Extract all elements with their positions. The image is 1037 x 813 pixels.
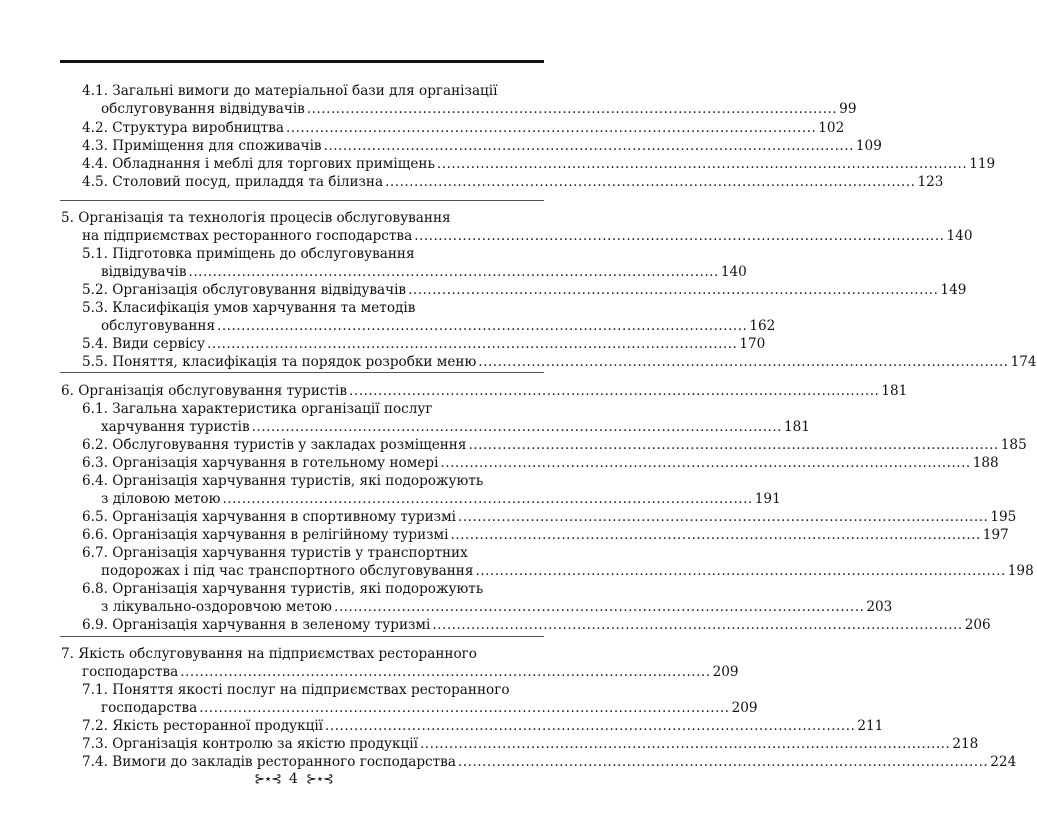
toc-entry-6-3[interactable] <box>82 454 999 472</box>
toc-entry-5-2[interactable] <box>82 281 967 299</box>
toc-entry-text: господарства <box>82 664 179 680</box>
toc-page-number: 188 <box>972 455 999 471</box>
toc-page-number: 198 <box>1007 563 1034 579</box>
toc-entry-text: 7.2. Якість ресторанної продукції <box>82 718 324 734</box>
leader-dots: .............................................................................................................. <box>251 419 782 435</box>
toc-entry-text: з лікувально-оздоровчою метою <box>101 599 333 615</box>
toc-chapter-7-cont[interactable] <box>82 663 739 681</box>
leader-dots: .............................................................................................................. <box>385 174 916 190</box>
toc-entry-7-1-cont[interactable] <box>101 699 758 717</box>
toc-entry-6-8-cont[interactable] <box>101 598 893 616</box>
toc-entry-7-1[interactable] <box>82 681 544 699</box>
leader-dots: .............................................................................................................. <box>408 282 939 298</box>
toc-entry-5-4[interactable] <box>82 335 766 353</box>
toc-page-number: 209 <box>712 664 739 680</box>
toc-page-number: 140 <box>946 228 973 244</box>
toc-entry-6-4[interactable] <box>82 472 544 490</box>
leader-dots: .............................................................................................................. <box>458 509 989 525</box>
toc-page-number: 170 <box>739 336 766 352</box>
toc-page-number: 119 <box>969 156 996 172</box>
leader-dots: .............................................................................................................. <box>222 491 753 507</box>
toc-chapter-5[interactable] <box>61 209 544 227</box>
leader-dots: .............................................................................................................. <box>468 437 999 453</box>
leader-dots: .............................................................................................................. <box>478 354 1009 370</box>
toc-entry-text: 4.1. Загальні вимоги до матеріальної бази для організації <box>82 83 498 99</box>
toc-entry-4-4[interactable] <box>82 155 996 173</box>
leader-dots: .............................................................................................................. <box>334 599 865 615</box>
toc-entry-text: 4.4. Обладнання і меблі для торгових приміщень <box>82 156 435 172</box>
leader-dots: .............................................................................................................. <box>217 318 748 334</box>
toc-entry-4-1-cont[interactable] <box>101 100 857 118</box>
toc-entry-text: 6.3. Організація харчування в готельному номері <box>82 455 439 471</box>
section-divider <box>60 636 544 637</box>
toc-chapter-5-cont[interactable] <box>82 227 973 245</box>
toc-entry-7-4[interactable] <box>82 753 1017 771</box>
toc-entry-text: 6. Організація обслуговування туристів <box>61 383 348 399</box>
leader-dots: .............................................................................................................. <box>440 455 971 471</box>
toc-entry-5-1[interactable] <box>82 245 544 263</box>
page-footer <box>0 771 587 787</box>
toc-page-number: 195 <box>990 509 1017 525</box>
toc-page-number: 224 <box>990 754 1017 770</box>
leader-dots: .............................................................................................................. <box>306 101 838 117</box>
toc-entry-text: 6.1. Загальна характеристика організації послуг <box>82 401 433 417</box>
toc-entry-text: 5.3. Класифікація умов харчування та методів <box>82 300 416 316</box>
toc-page-number: 174 <box>1010 354 1037 370</box>
toc-entry-6-9[interactable] <box>82 616 991 634</box>
toc-page-number: 140 <box>720 264 747 280</box>
leader-dots: .............................................................................................................. <box>457 754 989 770</box>
toc-entry-text: господарства <box>101 700 198 716</box>
toc-entry-4-2[interactable] <box>82 119 845 137</box>
toc-entry-text: 5. Організація та технологія процесів обслуговування <box>61 210 451 226</box>
toc-entry-text: обслуговування <box>101 318 216 334</box>
toc-entry-text: 7.4. Вимоги до закладів ресторанного господарства <box>82 754 456 770</box>
toc-entry-text: 5.4. Види сервісу <box>82 336 206 352</box>
toc-page-number: 203 <box>866 599 893 615</box>
toc-entry-text: на підприємствах ресторанного господарства <box>82 228 413 244</box>
toc-page-number: 149 <box>940 282 967 298</box>
toc-entry-text: подорожах і під час транспортного обслуговування <box>101 563 474 579</box>
toc-entry-5-3-cont[interactable] <box>101 317 776 335</box>
ornament-right-icon: ⊱⋆⊰ <box>305 771 333 787</box>
toc-page-number: 185 <box>1000 437 1027 453</box>
toc-page-number: 211 <box>857 718 884 734</box>
leader-dots: .............................................................................................................. <box>323 138 854 154</box>
toc-entry-text: харчування туристів <box>101 419 250 435</box>
toc-page-number: 218 <box>952 736 979 752</box>
toc-page-number: 162 <box>749 318 776 334</box>
toc-entry-6-1-cont[interactable] <box>101 418 810 436</box>
leader-dots: .............................................................................................................. <box>349 383 880 399</box>
leader-dots: .............................................................................................................. <box>414 228 945 244</box>
toc-entry-7-3[interactable] <box>82 735 979 753</box>
page-number: 4 <box>289 771 298 787</box>
toc-entry-text: 6.4. Організація харчування туристів, які подорожують <box>82 473 484 489</box>
leader-dots: .............................................................................................................. <box>419 736 951 752</box>
leader-dots: .............................................................................................................. <box>188 264 719 280</box>
toc-entry-text: 6.7. Організація харчування туристів у транспортних <box>82 545 468 561</box>
toc-entry-text: 6.8. Організація харчування туристів, які подорожують <box>82 581 484 597</box>
section-divider <box>60 372 544 373</box>
toc-entry-6-1[interactable] <box>82 400 544 418</box>
toc-entry-5-3[interactable] <box>82 299 544 317</box>
toc-entry-text: 4.3. Приміщення для споживачів <box>82 138 322 154</box>
toc-page-number: 206 <box>964 617 991 633</box>
toc-entry-text: з діловою метою <box>101 491 221 507</box>
leader-dots: .............................................................................................................. <box>180 664 711 680</box>
toc-page-number: 197 <box>982 527 1009 543</box>
toc-entry-4-3[interactable] <box>82 137 882 155</box>
leader-dots: .............................................................................................................. <box>475 563 1006 579</box>
toc-entry-6-5[interactable] <box>82 508 1017 526</box>
toc-entry-4-1[interactable] <box>82 82 544 100</box>
leader-dots: .............................................................................................................. <box>285 120 817 136</box>
toc-entry-text: 4.5. Столовий посуд, приладдя та білизна <box>82 174 384 190</box>
ornament-left-icon: ⊱⋆⊰ <box>254 771 282 787</box>
toc-entry-6-8[interactable] <box>82 580 544 598</box>
leader-dots: .............................................................................................................. <box>207 336 738 352</box>
toc-entry-4-5[interactable] <box>82 173 944 191</box>
toc-entry-text: 7.3. Організація контролю за якістю продукції <box>82 736 418 752</box>
toc-entry-7-2[interactable] <box>82 717 884 735</box>
toc-entry-text: 5.2. Організація обслуговування відвідувачів <box>82 282 407 298</box>
section-divider <box>60 200 544 201</box>
toc-entry-text: 6.9. Організація харчування в зеленому туризмі <box>82 617 431 633</box>
toc-entry-text: 5.1. Підготовка приміщень до обслуговування <box>82 246 415 262</box>
leader-dots: .............................................................................................................. <box>432 617 963 633</box>
toc-page-number: 123 <box>917 174 944 190</box>
toc-entry-text: 6.5. Організація харчування в спортивному туризмі <box>82 509 457 525</box>
leader-dots: .............................................................................................................. <box>199 700 730 716</box>
toc-entry-text: 7.1. Поняття якості послуг на підприємствах ресторанного <box>82 682 510 698</box>
toc-entry-6-2[interactable] <box>82 436 1027 454</box>
toc-entry-6-4-cont[interactable] <box>101 490 781 508</box>
toc-entry-6-7-cont[interactable] <box>101 562 1034 580</box>
toc-entry-text: обслуговування відвідувачів <box>101 101 305 117</box>
toc-page-number: 191 <box>754 491 781 507</box>
toc-entry-text: 5.5. Поняття, класифікація та порядок розробки меню <box>82 354 477 370</box>
toc-page-number: 181 <box>881 383 908 399</box>
toc-chapter-6[interactable] <box>61 382 908 400</box>
toc-entry-6-7[interactable] <box>82 544 544 562</box>
leader-dots: .............................................................................................................. <box>325 718 856 734</box>
toc-entry-text: 6.2. Обслуговування туристів у закладах розміщення <box>82 437 467 453</box>
toc-page-number: 109 <box>855 138 882 154</box>
toc-page-number: 102 <box>818 120 845 136</box>
toc-chapter-7[interactable] <box>61 645 544 663</box>
toc-entry-text: 6.6. Організація харчування в релігійному туризмі <box>82 527 449 543</box>
toc-entry-text: 4.2. Структура виробництва <box>82 120 284 136</box>
leader-dots: .............................................................................................................. <box>450 527 981 543</box>
toc-entry-5-5[interactable] <box>82 353 1037 371</box>
toc-entry-text: відвідувачів <box>101 264 187 280</box>
toc-page-number: 99 <box>839 101 857 117</box>
toc-entry-6-6[interactable] <box>82 526 1009 544</box>
leader-dots: .............................................................................................................. <box>436 156 968 172</box>
toc-entry-5-1-cont[interactable] <box>101 263 747 281</box>
toc-entry-text: 7. Якість обслуговування на підприємствах ресторанного <box>61 646 477 662</box>
toc-page-number: 181 <box>783 419 810 435</box>
toc-page-number: 209 <box>731 700 758 716</box>
